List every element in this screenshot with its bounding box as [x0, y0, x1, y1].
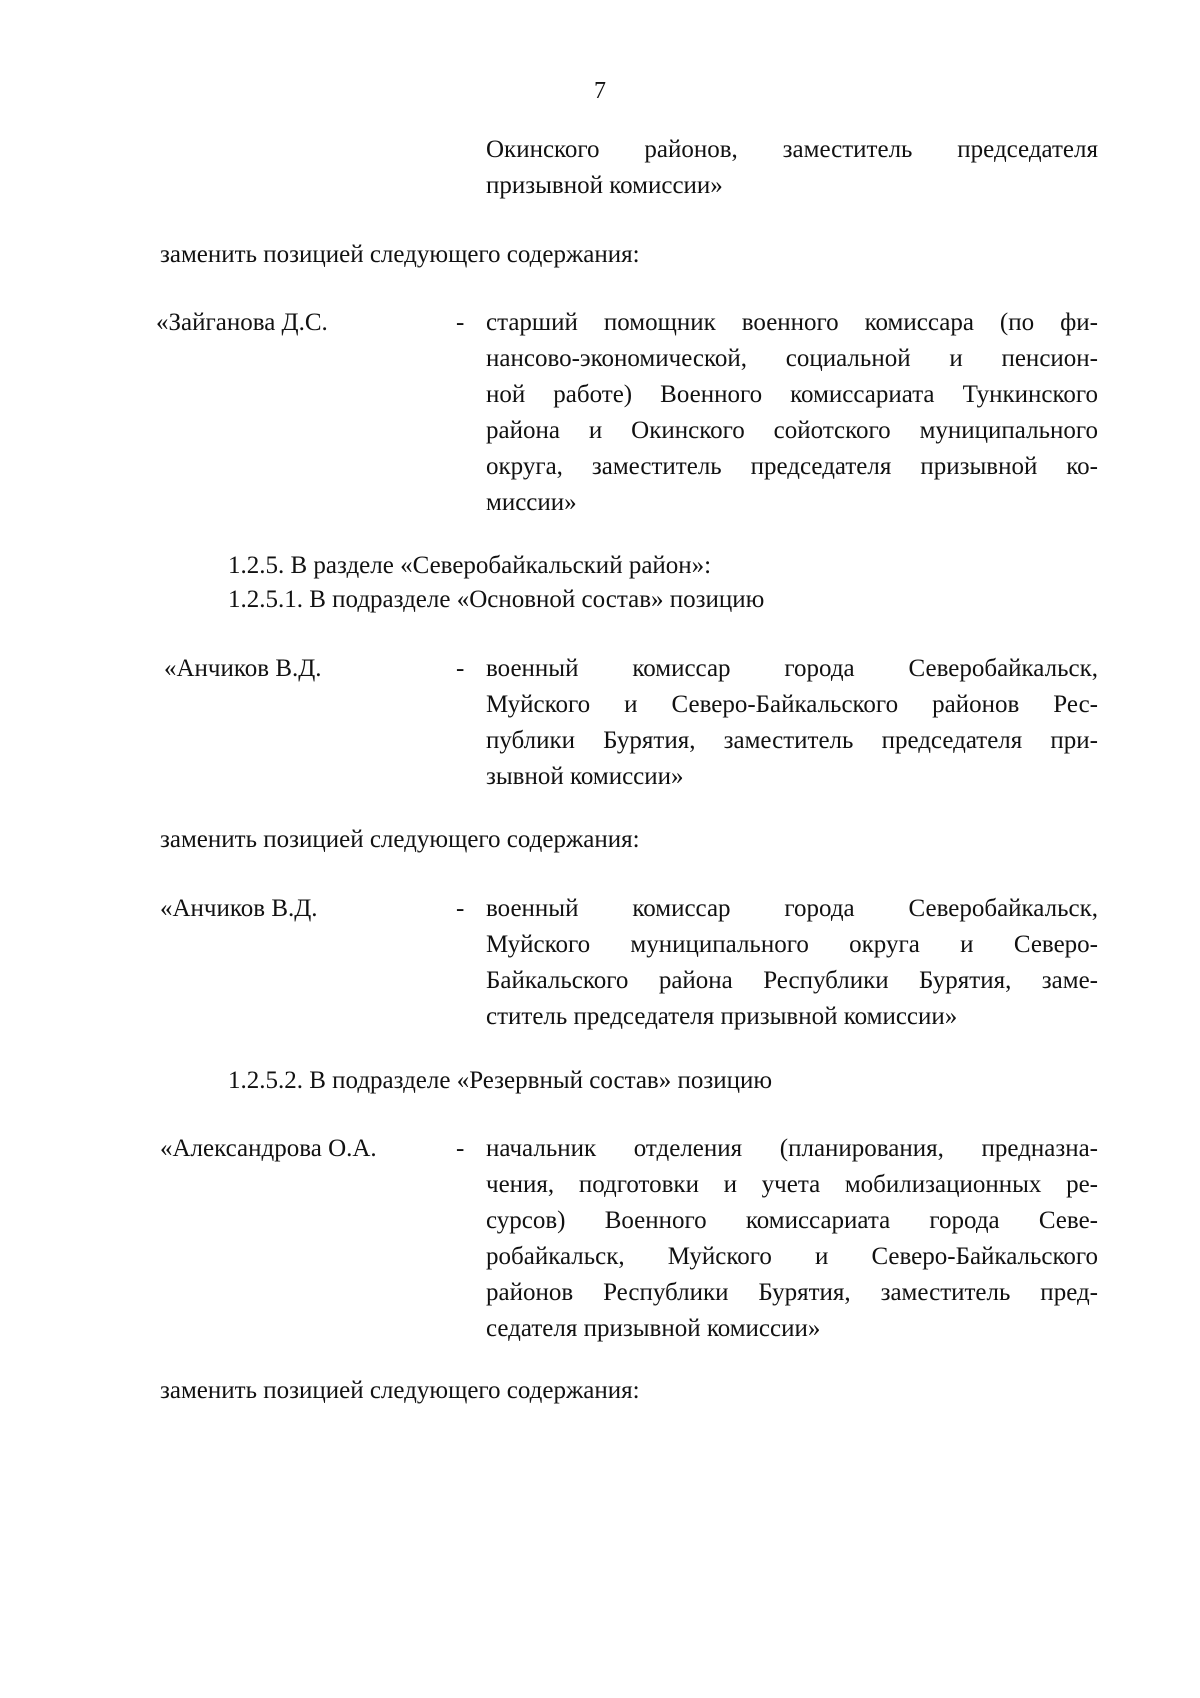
entry-line: ститель председателя призывной комиссии»: [486, 1003, 958, 1030]
continuation-text: [486, 132, 1098, 204]
replace-phrase: заменить позицией следующего содержания:: [160, 826, 640, 853]
entry-line: начальник отделения (планирования, предназна-: [486, 1135, 1098, 1162]
entry-line: сурсов) Военного комиссариата города Севе-: [486, 1207, 1098, 1234]
page-number: 7: [594, 78, 606, 104]
entry-line: седателя призывной комиссии»: [486, 1315, 821, 1342]
entry-dash: -: [456, 895, 465, 922]
continuation-line: призывной комиссии»: [486, 172, 723, 199]
entry-line: районов Республики Бурятия, заместитель пред-: [486, 1279, 1098, 1306]
entry-name: «Александрова О.А.: [160, 1135, 377, 1162]
entry-line: округа, заместитель председателя призывной ко-: [486, 453, 1098, 480]
entry-line: военный комиссар города Северобайкальск,: [486, 655, 1098, 682]
entry-line: зывной комиссии»: [486, 763, 684, 790]
entry-description: [486, 891, 1098, 1035]
section-heading: 1.2.5. В разделе «Северобайкальский район»:: [228, 552, 712, 579]
entry-line: нансово-экономической, социальной и пенсион-: [486, 345, 1098, 372]
entry-line: военный комиссар города Северобайкальск,: [486, 895, 1098, 922]
entry-name: «Анчиков В.Д.: [164, 655, 322, 682]
replace-phrase: заменить позицией следующего содержания:: [160, 1377, 640, 1404]
entry-line: публики Бурятия, заместитель председателя при-: [486, 727, 1098, 754]
replace-phrase: заменить позицией следующего содержания:: [160, 241, 640, 268]
entry-line: робайкальск, Муйского и Северо-Байкальского: [486, 1243, 1098, 1270]
entry-description: [486, 1131, 1098, 1347]
entry-line: района и Окинского сойотского муниципального: [486, 417, 1098, 444]
entry-description: [486, 651, 1098, 795]
entry-line: старший помощник военного комиссара (по фи-: [486, 309, 1098, 336]
continuation-line: Окинского районов, заместитель председателя: [486, 136, 1098, 163]
entry-line: Байкальского района Республики Бурятия, заме-: [486, 967, 1098, 994]
entry-line: чения, подготовки и учета мобилизационных ре-: [486, 1171, 1098, 1198]
subsection-heading: 1.2.5.1. В подразделе «Основной состав» позицию: [228, 586, 765, 613]
subsection-heading: 1.2.5.2. В подразделе «Резервный состав» позицию: [228, 1067, 773, 1094]
entry-line: миссии»: [486, 489, 577, 516]
entry-line: Муйского и Северо-Байкальского районов Рес-: [486, 691, 1098, 718]
entry-line: Муйского муниципального округа и Северо-: [486, 931, 1098, 958]
entry-dash: -: [456, 655, 465, 682]
entry-name: «Зайганова Д.С.: [156, 309, 328, 336]
entry-dash: -: [456, 1135, 465, 1162]
entry-name: «Анчиков В.Д.: [160, 895, 318, 922]
entry-line: ной работе) Военного комиссариата Тункинского: [486, 381, 1098, 408]
entry-dash: -: [456, 309, 465, 336]
entry-description: [486, 305, 1098, 521]
